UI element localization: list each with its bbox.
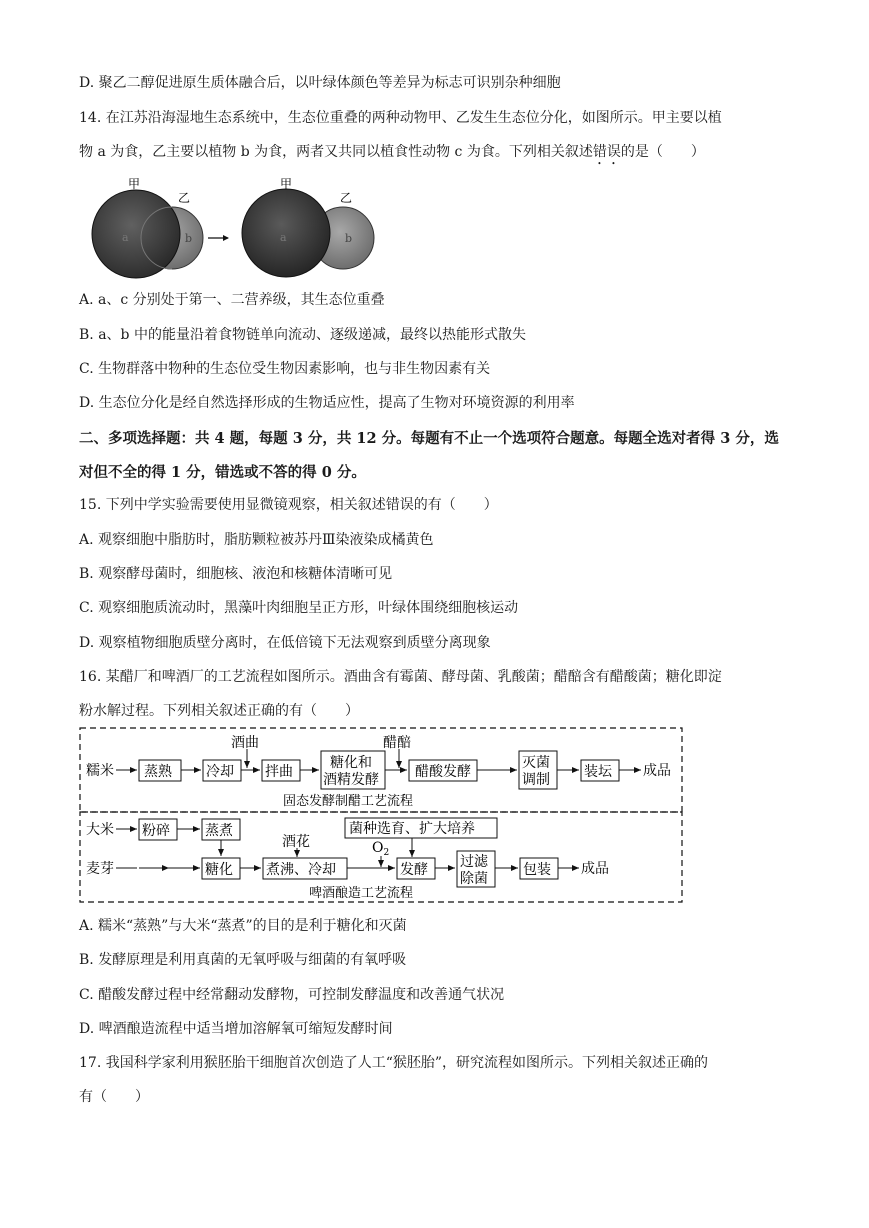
q15-option-d: D. 观察植物细胞质壁分离时，在低倍镜下无法观察到质壁分离现象: [79, 635, 491, 651]
q16-option-d: D. 啤酒酿造流程中适当增加溶解氧可缩短发酵时间: [79, 1021, 393, 1037]
q14-option-d: D. 生态位分化是经自然选择形成的生物适应性，提高了生物对环境资源的利用率: [79, 395, 575, 411]
niche-diagram: [88, 176, 388, 284]
step-acetic-fermentation: 醋酸发酵: [415, 764, 471, 780]
label-yi-left: 乙: [178, 191, 191, 205]
step-jar: 装坛: [584, 764, 612, 780]
step-degerm: 除菌: [460, 871, 488, 887]
input-glutinous-rice: 糯米: [86, 763, 114, 779]
step-adjust: 调制: [522, 772, 550, 788]
input-rice: 大米: [86, 822, 114, 838]
step-mix: 拌曲: [265, 764, 293, 780]
beer-output: 成品: [581, 861, 609, 877]
step-saccharify: 糖化: [205, 862, 233, 878]
q14-emphasis-error: 错误: [592, 144, 621, 160]
q14-option-c: C. 生物群落中物种的生态位受生物因素影响，也与非生物因素有关: [79, 361, 491, 377]
q16-option-c: C. 醋酸发酵过程中经常翻动发酵物，可控制发酵温度和改善通气状况: [79, 987, 505, 1003]
label-jia-right: 甲: [280, 177, 293, 191]
q14-stem-end: 的是（ ）: [620, 144, 705, 160]
step-steam: 蒸熟: [144, 764, 172, 780]
q14-option-a: A. a、c 分别处于第一、二营养级，其生态位重叠: [79, 292, 385, 308]
species-a-circle: [92, 190, 180, 278]
label-b-right: b: [345, 232, 353, 245]
step-filter: 过滤: [460, 854, 488, 870]
q14-stem-line1: 14. 在江苏沿海湿地生态系统中，生态位重叠的两种动物甲、乙发生生态位分化，如图所示。甲主要以植: [79, 110, 722, 126]
q17-stem-line2: 有（ ）: [79, 1089, 149, 1105]
label-yi-right: 乙: [340, 191, 353, 205]
step-package: 包装: [523, 862, 551, 878]
beer-caption: 啤酒酿造工艺流程: [309, 886, 414, 901]
q16-option-a: A. 糯米“蒸熟”与大米“蒸煮”的目的是利于糖化和灭菌: [79, 918, 407, 934]
section-2-header-line2: 对但不全的得 1 分，错选或不答的得 0 分。: [79, 464, 366, 481]
label-jia-left: 甲: [128, 177, 141, 191]
step-boil-rice: 蒸煮: [205, 823, 233, 839]
q16-option-b: B. 发酵原理是利用真菌的无氧呼吸与细菌的有氧呼吸: [79, 952, 407, 968]
arrow-head: [223, 235, 229, 241]
q16-stem-line1: 16. 某醋厂和啤酒厂的工艺流程如图所示。酒曲含有霉菌、酵母菌、乳酸菌；醋醅含有醋酸菌；糖化即淀: [79, 669, 722, 685]
q13-option-d: D. 聚乙二醇促进原生质体融合后，以叶绿体颜色等差异为标志可识别杂种细胞: [79, 75, 561, 91]
label-a-right: a: [280, 231, 287, 244]
q14-stem-text: 物 a 为食，乙主要以植物 b 为食，两者又共同以植食性动物 c 为食。下列相关叙述: [79, 144, 593, 160]
additive-hops: 酒花: [282, 834, 310, 850]
oxygen-label: $O_2$: [372, 840, 390, 858]
additive-jiuqu: 酒曲: [231, 735, 259, 751]
q15-stem: 15. 下列中学实验需要使用显微镜观察，相关叙述错误的有（ ）: [79, 497, 498, 513]
q15-option-a: A. 观察细胞中脂肪时，脂肪颗粒被苏丹Ⅲ染液染成橘黄色: [79, 532, 434, 548]
label-b-left: b: [185, 232, 193, 245]
process-flow-diagram: [79, 727, 685, 905]
step-cool: 冷却: [206, 764, 234, 780]
step-boil-cool: 煮沸、冷却: [266, 862, 336, 878]
vinegar-output: 成品: [643, 763, 671, 779]
step-ferment: 发酵: [400, 862, 428, 878]
step-sterilize: 灭菌: [522, 755, 550, 771]
q16-stem-line2: 粉水解过程。下列相关叙述正确的有（ ）: [79, 703, 359, 719]
q14-option-b: B. a、b 中的能量沿着食物链单向流动、逐级递减，最终以热能形式散失: [79, 327, 526, 343]
input-malt: 麦芽: [86, 861, 114, 877]
q15-option-b: B. 观察酵母菌时，细胞核、液泡和核糖体清晰可见: [79, 566, 393, 582]
additive-cupei: 醋醅: [383, 735, 411, 751]
label-a-left: a: [122, 231, 129, 244]
step-saccharification: 糖化和: [330, 755, 372, 771]
strain-selection: 菌种选育、扩大培养: [349, 821, 475, 837]
step-alcohol-fermentation: 酒精发酵: [323, 772, 379, 788]
q17-stem-line1: 17. 我国科学家利用猴胚胎干细胞首次创造了人工“猴胚胎”，研究流程如图所示。下列相关叙述正确的: [79, 1055, 709, 1071]
q15-option-c: C. 观察细胞质流动时，黑藻叶肉细胞呈正方形，叶绿体围绕细胞核运动: [79, 600, 519, 616]
step-crush: 粉碎: [142, 823, 170, 839]
section-2-header-line1: 二、多项选择题：共 4 题，每题 3 分，共 12 分。每题有不止一个选项符合题意。每题全选对者得 3 分，选: [79, 430, 779, 447]
q14-stem-line2: [79, 141, 705, 168]
vinegar-caption: 固态发酵制醋工艺流程: [283, 794, 414, 809]
